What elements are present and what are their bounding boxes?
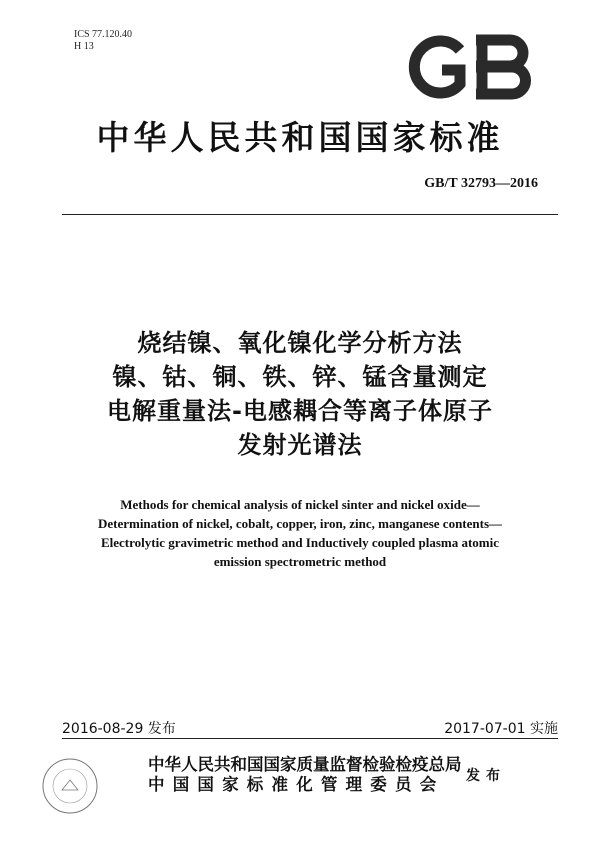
ics-code: ICS 77.120.40	[74, 29, 133, 40]
issuing-authorities	[148, 755, 462, 795]
english-title-line-4: emission spectrometric method	[213, 554, 387, 569]
header-divider	[62, 214, 558, 215]
chinese-title-line-2: 镍、钴、铜、铁、锌、锰含量测定	[112, 363, 488, 391]
logo-text: GB	[470, 74, 472, 75]
publish-label: 发布	[466, 768, 506, 784]
footer-divider	[62, 738, 558, 739]
classification-codes	[74, 29, 132, 53]
issuer-line-2: 中国国家标准化管理委员会	[148, 775, 445, 794]
english-title-line-2: Determination of nickel, cobalt, copper, iron, zinc, manganese contents—	[97, 516, 503, 531]
chinese-title-line-4: 发射光谱法	[237, 431, 363, 459]
effective-date: 2017-07-01 实施	[444, 721, 558, 737]
chinese-title	[0, 326, 600, 462]
issue-date: 2016-08-29 发布	[62, 721, 176, 737]
gb-logo	[404, 34, 536, 100]
issuer-line-1: 中华人民共和国国家质量监督检验检疫总局	[148, 755, 462, 774]
ccs-code: H 13	[74, 41, 94, 52]
english-title-line-3: Electrolytic gravimetric method and Inductively coupled plasma atomic	[100, 535, 500, 550]
standard-number: GB/T 32793—2016	[424, 176, 538, 191]
english-title	[40, 495, 560, 571]
chinese-title-line-3: 电解重量法-电感耦合等离子体原子	[107, 397, 493, 425]
english-title-line-1: Methods for chemical analysis of nickel sinter and nickel oxide—	[120, 497, 480, 512]
seal-stamp-icon	[40, 756, 100, 816]
chinese-title-line-1: 烧结镍、氧化镍化学分析方法	[137, 329, 463, 357]
standard-org-title: 中华人民共和国国家标准	[96, 118, 504, 157]
